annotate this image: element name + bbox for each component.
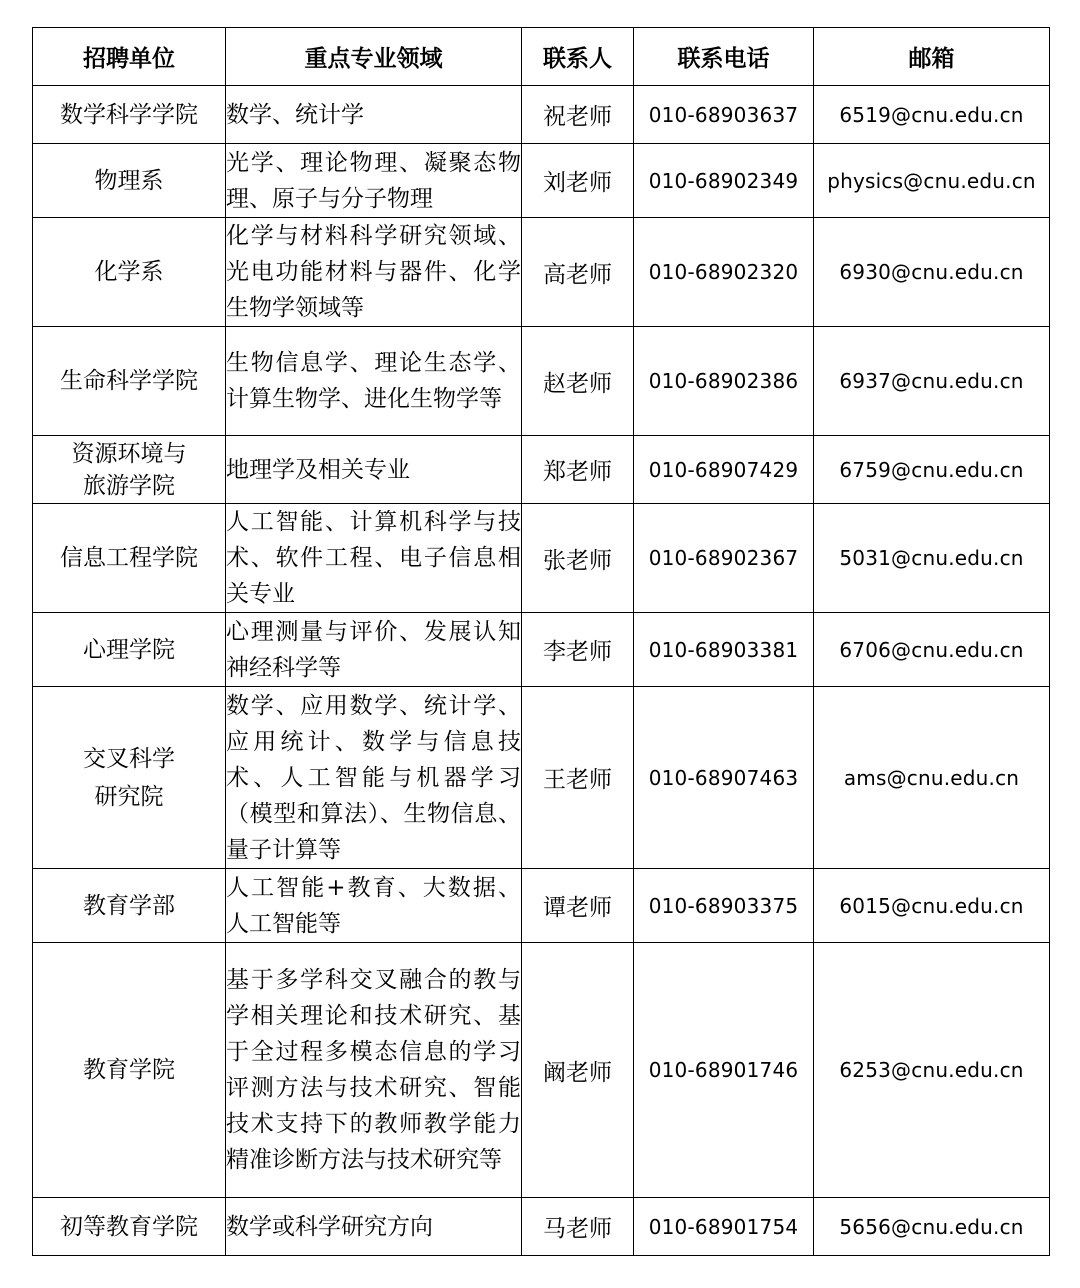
contact-cell: 王老师	[522, 687, 634, 869]
phone-cell: 010-68901754	[634, 1198, 814, 1256]
table-row	[33, 1198, 1050, 1256]
contact-cell: 祝老师	[522, 86, 634, 144]
unit-cell: 交叉科学研究院	[33, 687, 226, 869]
phone-cell: 010-68902320	[634, 218, 814, 327]
contact-cell: 张老师	[522, 504, 634, 613]
phone-cell: 010-68903381	[634, 613, 814, 687]
unit-cell: 物理系	[33, 144, 226, 218]
recruitment-contact-table	[32, 27, 1050, 1256]
field-cell: 人工智能、计算机科学与技术、软件工程、电子信息相关专业	[226, 504, 522, 613]
phone-cell: 010-68907429	[634, 436, 814, 504]
email-cell: physics@cnu.edu.cn	[814, 144, 1050, 218]
field-cell: 化学与材料科学研究领域、光电功能材料与器件、化学生物学领域等	[226, 218, 522, 327]
table-row	[33, 436, 1050, 504]
email-cell: 6759@cnu.edu.cn	[814, 436, 1050, 504]
email-cell: 5656@cnu.edu.cn	[814, 1198, 1050, 1256]
email-cell: 6015@cnu.edu.cn	[814, 869, 1050, 943]
table-header-row	[33, 28, 1050, 86]
contact-cell: 阚老师	[522, 943, 634, 1198]
table-row	[33, 943, 1050, 1198]
field-cell: 心理测量与评价、发展认知神经科学等	[226, 613, 522, 687]
phone-cell: 010-68901746	[634, 943, 814, 1198]
contact-cell: 刘老师	[522, 144, 634, 218]
email-cell: ams@cnu.edu.cn	[814, 687, 1050, 869]
contact-cell: 李老师	[522, 613, 634, 687]
unit-cell: 生命科学学院	[33, 327, 226, 436]
contact-cell: 马老师	[522, 1198, 634, 1256]
unit-cell: 信息工程学院	[33, 504, 226, 613]
unit-cell: 心理学院	[33, 613, 226, 687]
email-cell: 6253@cnu.edu.cn	[814, 943, 1050, 1198]
phone-cell: 010-68902349	[634, 144, 814, 218]
email-cell: 5031@cnu.edu.cn	[814, 504, 1050, 613]
table-row	[33, 218, 1050, 327]
field-cell: 数学、统计学	[226, 86, 522, 144]
email-cell: 6937@cnu.edu.cn	[814, 327, 1050, 436]
header-contact: 联系人	[522, 28, 634, 86]
phone-cell: 010-68902367	[634, 504, 814, 613]
unit-cell: 初等教育学院	[33, 1198, 226, 1256]
field-cell: 地理学及相关专业	[226, 436, 522, 504]
unit-cell: 教育学院	[33, 943, 226, 1198]
table-row	[33, 869, 1050, 943]
table-row	[33, 144, 1050, 218]
contact-cell: 谭老师	[522, 869, 634, 943]
table-row	[33, 327, 1050, 436]
table-row	[33, 613, 1050, 687]
contact-cell: 赵老师	[522, 327, 634, 436]
unit-cell: 资源环境与旅游学院	[33, 436, 226, 504]
field-cell: 生物信息学、理论生态学、计算生物学、进化生物学等	[226, 327, 522, 436]
unit-cell: 化学系	[33, 218, 226, 327]
email-cell: 6706@cnu.edu.cn	[814, 613, 1050, 687]
phone-cell: 010-68907463	[634, 687, 814, 869]
unit-cell: 数学科学学院	[33, 86, 226, 144]
header-unit: 招聘单位	[33, 28, 226, 86]
phone-cell: 010-68903637	[634, 86, 814, 144]
field-cell: 数学、应用数学、统计学、应用统计、数学与信息技术、人工智能与机器学习（模型和算法）、生物信息、量子计算等	[226, 687, 522, 869]
header-phone: 联系电话	[634, 28, 814, 86]
contact-cell: 郑老师	[522, 436, 634, 504]
email-cell: 6519@cnu.edu.cn	[814, 86, 1050, 144]
table-row	[33, 687, 1050, 869]
header-email: 邮箱	[814, 28, 1050, 86]
field-cell: 基于多学科交叉融合的教与学相关理论和技术研究、基于全过程多模态信息的学习评测方法与技术研究、智能技术支持下的教师教学能力精准诊断方法与技术研究等	[226, 943, 522, 1198]
field-cell: 光学、理论物理、凝聚态物理、原子与分子物理	[226, 144, 522, 218]
email-cell: 6930@cnu.edu.cn	[814, 218, 1050, 327]
field-cell: 人工智能+教育、大数据、人工智能等	[226, 869, 522, 943]
unit-cell: 教育学部	[33, 869, 226, 943]
header-field: 重点专业领域	[226, 28, 522, 86]
table-row	[33, 504, 1050, 613]
phone-cell: 010-68902386	[634, 327, 814, 436]
table-row	[33, 86, 1050, 144]
contact-cell: 高老师	[522, 218, 634, 327]
field-cell: 数学或科学研究方向	[226, 1198, 522, 1256]
phone-cell: 010-68903375	[634, 869, 814, 943]
